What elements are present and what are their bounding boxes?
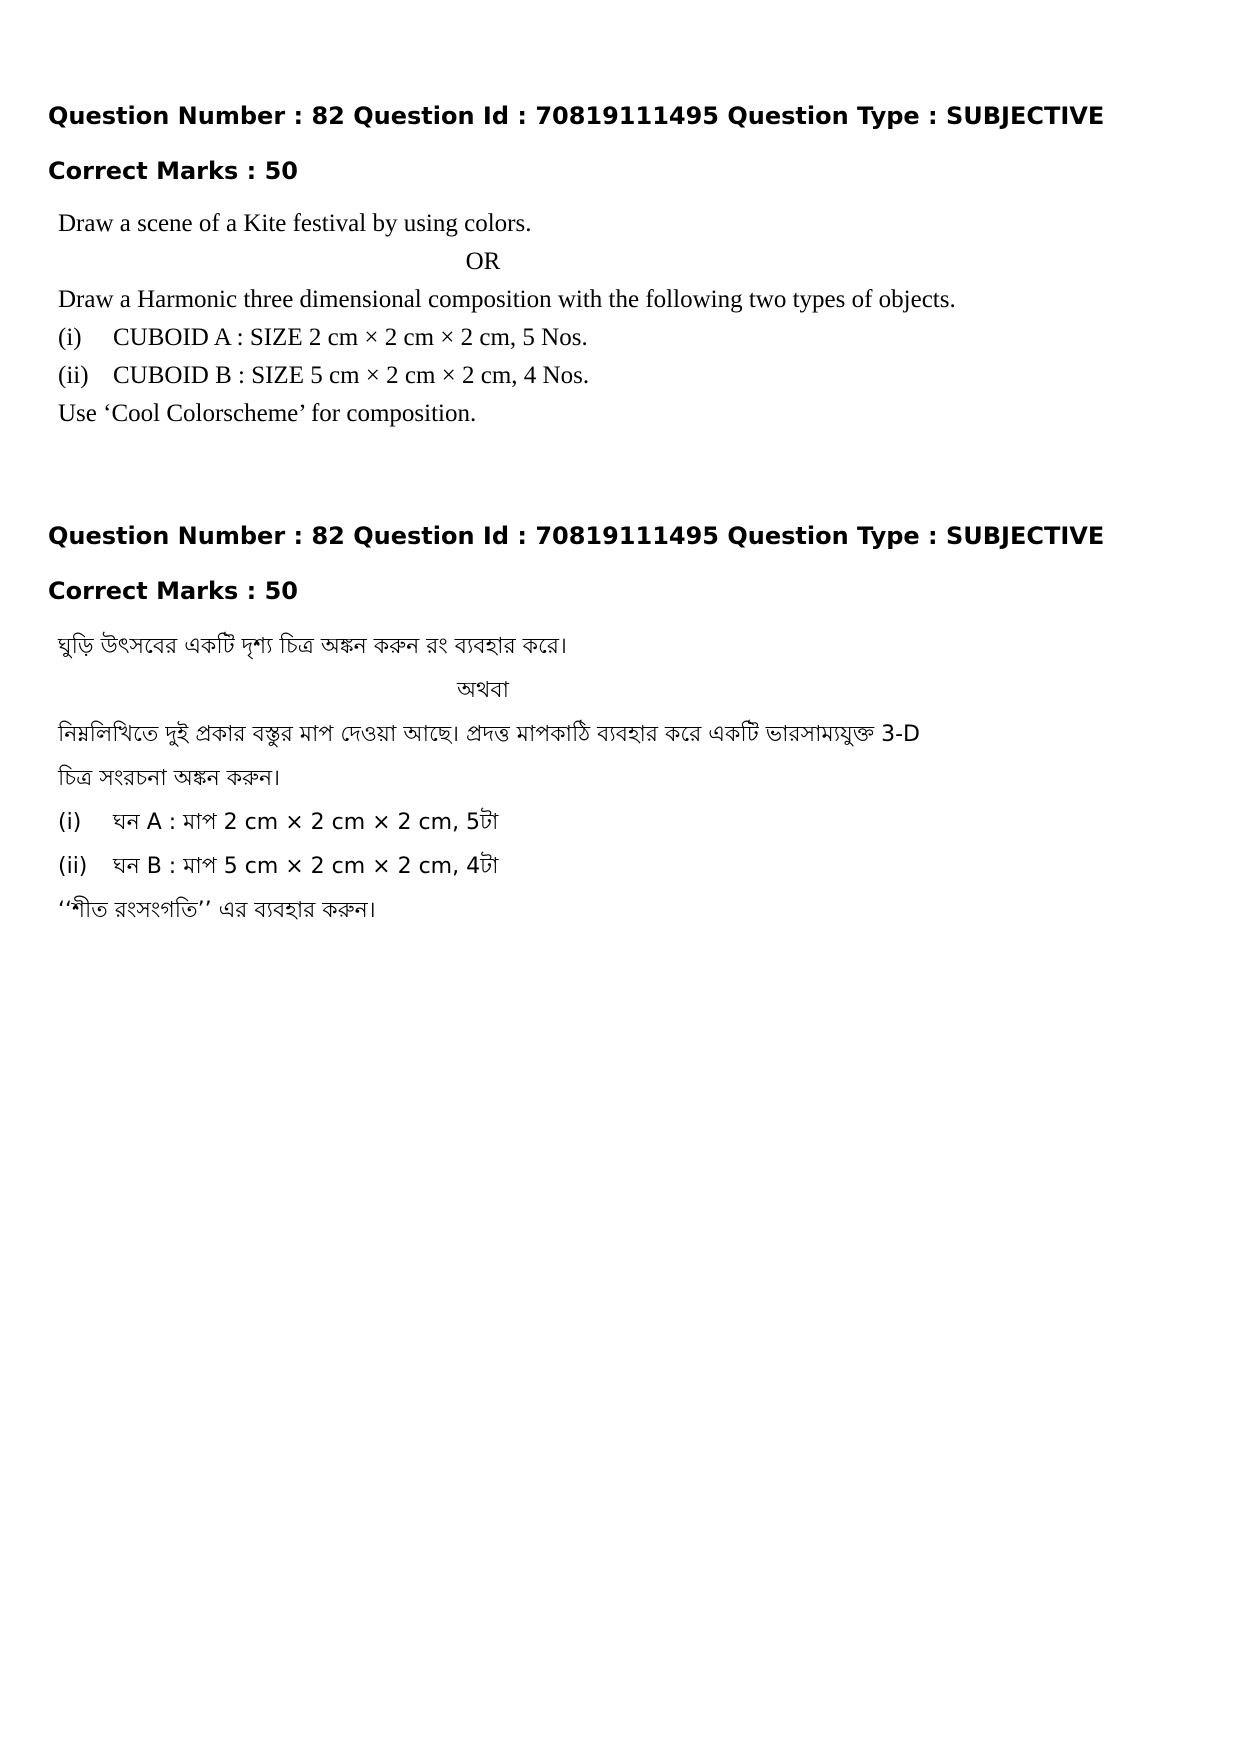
or-separator: অথবা (457, 678, 509, 703)
list-item (58, 845, 958, 889)
correct-marks: Correct Marks : 50 (48, 577, 298, 605)
list-item (58, 801, 958, 845)
question-header: Question Number : 82 Question Id : 70819111495 Question Type : SUBJECTIVE (48, 102, 1105, 130)
question-task: Draw a Harmonic three dimensional composition with the following two types of objects. (58, 286, 956, 313)
question-body (58, 625, 958, 933)
list-item-text: ঘন B : মাপ 5 cm × 2 cm × 2 cm, 4টা (113, 854, 499, 879)
or-separator: OR (465, 248, 501, 275)
list-item-number: (ii) (58, 854, 88, 879)
question-closing: Use ‘Cool Colorscheme’ for composition. (58, 400, 477, 427)
question-task: নিম্নলিখিতে দুই প্রকার বস্তুর মাপ দেওয়া আছে। প্রদত্ত মাপকাঠি ব্যবহার করে একটি ভারসাম্যযুক্ত 3-D চিত্র সংরচনা অঙ্কন করুন। (58, 722, 920, 791)
question-intro: Draw a scene of a Kite festival by using colors. (58, 210, 532, 237)
list-item-number: (i) (58, 324, 82, 351)
question-intro: ঘুড়ি উৎসবের একটি দৃশ্য চিত্র অঙ্কন করুন রং ব্যবহার করে। (58, 634, 567, 659)
question-body (58, 205, 958, 433)
list-item-text: CUBOID B : SIZE 5 cm × 2 cm × 2 cm, 4 Nos. (113, 362, 590, 389)
list-item-number: (ii) (58, 362, 89, 389)
list-item (58, 357, 958, 395)
list-item (58, 319, 958, 357)
list-item-text: ঘন A : মাপ 2 cm × 2 cm × 2 cm, 5টা (113, 810, 499, 835)
list-item-number: (i) (58, 810, 82, 835)
list-item-text: CUBOID A : SIZE 2 cm × 2 cm × 2 cm, 5 Nos. (113, 324, 588, 351)
correct-marks: Correct Marks : 50 (48, 157, 298, 185)
question-header: Question Number : 82 Question Id : 70819111495 Question Type : SUBJECTIVE (48, 522, 1105, 550)
question-closing: ‘‘শীত রংসংগতি’’ এর ব্যবহার করুন। (58, 898, 376, 923)
